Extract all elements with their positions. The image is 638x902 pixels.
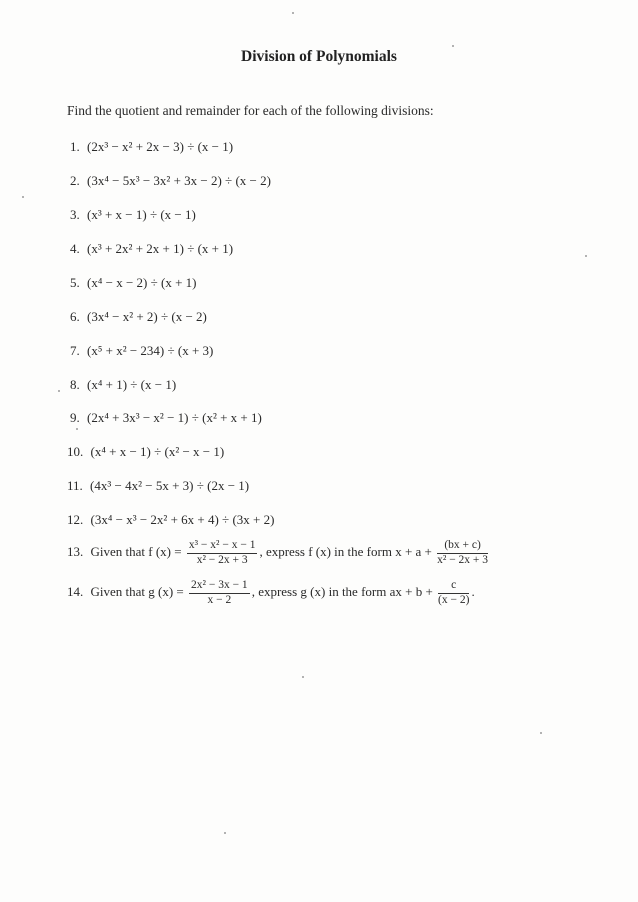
problem-expression: (x⁴ + x − 1) ÷ (x² − x − 1) [90, 444, 225, 459]
problem-13 [67, 540, 490, 566]
problem-6 [70, 309, 207, 325]
problem-number: 7. [70, 343, 80, 358]
g-fraction [189, 580, 250, 606]
instructions-text: Find the quotient and remainder for each of the following divisions: [67, 103, 434, 118]
scan-speck [452, 45, 454, 47]
problem-8 [70, 377, 176, 393]
problem-number: 13. [67, 543, 84, 559]
problem-expression: (x³ + 2x² + 2x + 1) ÷ (x + 1) [87, 241, 234, 256]
problem-11 [67, 478, 249, 494]
scan-speck [540, 732, 542, 734]
scan-speck [22, 196, 24, 198]
scan-speck [292, 12, 294, 14]
problem-5 [70, 275, 196, 291]
problem-tail-text: . [471, 583, 475, 599]
problem-number: 9. [70, 410, 80, 425]
page-title: Division of Polynomials [241, 48, 397, 65]
problem-14 [67, 580, 475, 606]
problem-number: 8. [70, 377, 80, 392]
f-denominator: x² − 2x + 3 [196, 553, 248, 566]
f-numerator: x³ − x² − x − 1 [187, 540, 258, 554]
problem-expression: (3x⁴ − x² + 2) ÷ (x − 2) [87, 309, 207, 324]
problem-expression: (x⁴ − x − 2) ÷ (x + 1) [87, 275, 197, 290]
g-numerator: 2x² − 3x − 1 [189, 580, 250, 594]
problem-expression: (x⁵ + x² − 234) ÷ (x + 3) [87, 343, 214, 358]
problem-number: 14. [67, 583, 84, 599]
form-numerator: c [438, 580, 469, 594]
scan-speck [58, 390, 60, 392]
form-fraction [438, 580, 469, 606]
problem-9 [70, 410, 262, 426]
problem-expression: (2x⁴ + 3x³ − x² − 1) ÷ (x² + x + 1) [87, 410, 262, 425]
problem-number: 6. [70, 309, 80, 324]
form-denominator: (x − 2) [438, 593, 470, 606]
problem-4 [70, 241, 233, 257]
scan-speck [302, 676, 304, 678]
problem-7 [70, 343, 213, 359]
problem-3 [70, 207, 196, 223]
problem-1 [70, 139, 233, 155]
problem-expression: (3x⁴ − 5x³ − 3x² + 3x − 2) ÷ (x − 2) [87, 173, 271, 188]
problem-expression: (3x⁴ − x³ − 2x² + 6x + 4) ÷ (3x + 2) [90, 512, 275, 527]
problem-form-text: , express f (x) in the form x + a + [259, 543, 432, 559]
scan-speck [76, 428, 78, 430]
problem-number: 4. [70, 241, 80, 256]
problem-lead-text: Given that f (x) = [90, 543, 182, 559]
problem-10 [67, 444, 224, 460]
problem-expression: (x³ + x − 1) ÷ (x − 1) [87, 207, 196, 222]
problem-number: 12. [67, 512, 84, 527]
scan-speck [585, 255, 587, 257]
problem-number: 11. [67, 478, 83, 493]
problem-lead-text: Given that g (x) = [90, 583, 184, 599]
f-fraction [187, 540, 258, 566]
problem-number: 3. [70, 207, 80, 222]
problem-12 [67, 512, 274, 528]
form-fraction [437, 540, 488, 566]
scan-speck [224, 832, 226, 834]
form-numerator: (bx + c) [437, 540, 488, 554]
problem-2 [70, 173, 271, 189]
form-denominator: x² − 2x + 3 [437, 553, 489, 566]
problem-number: 1. [70, 139, 80, 154]
problem-expression: (x⁴ + 1) ÷ (x − 1) [87, 377, 177, 392]
problem-number: 5. [70, 275, 80, 290]
g-denominator: x − 2 [207, 593, 232, 606]
problem-number: 2. [70, 173, 80, 188]
problem-expression: (2x³ − x² + 2x − 3) ÷ (x − 1) [87, 139, 234, 154]
problem-number: 10. [67, 444, 84, 459]
problem-expression: (4x³ − 4x² − 5x + 3) ÷ (2x − 1) [90, 478, 250, 493]
problem-form-text: , express g (x) in the form ax + b + [251, 583, 433, 599]
